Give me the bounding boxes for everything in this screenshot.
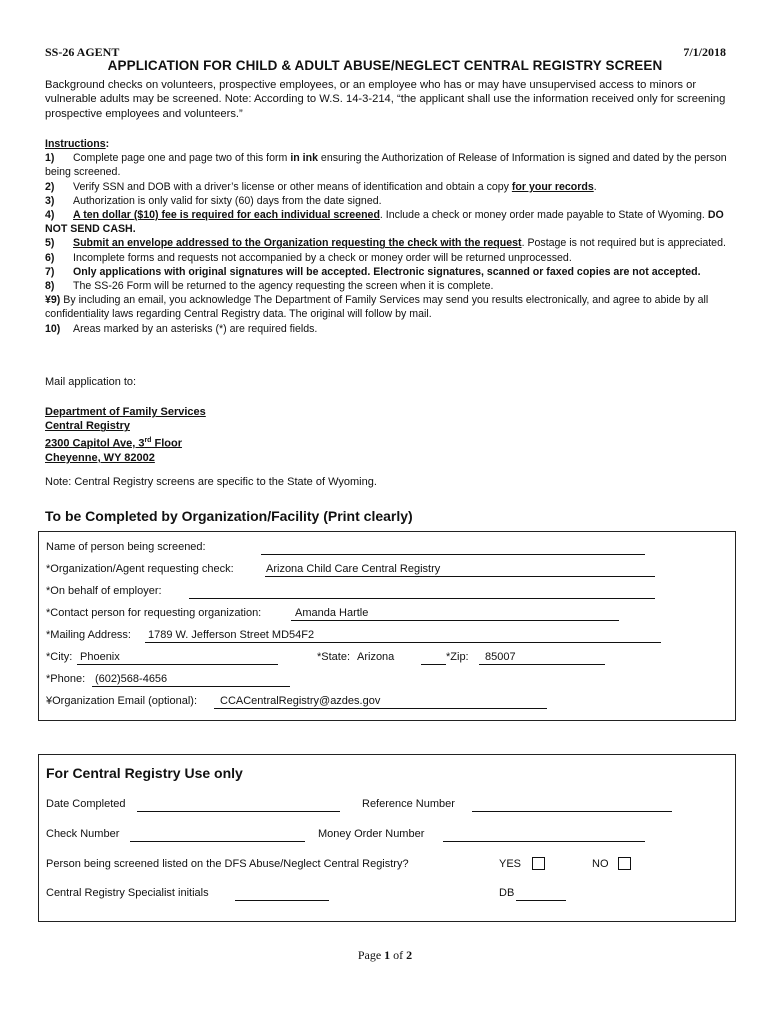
registry-listed-label: Person being screened listed on the DFS Abuse/Neglect Central Registry? [46,858,409,870]
instruction-item: 8) The SS-26 Form will be returned to the agency requesting the screen when it is complete. [45,280,494,293]
date-completed-label: Date Completed [46,798,126,810]
instructions: Instructions: 1) Complete page one and page two of this form in ink ensuring the Authorization of Release of Information is signed and dated by the person being screened. 2) Verify SSN and DOB with a driver’s license or other means of identification and obtain a copy for your records. 3) Authorization is only valid for sixty (60) days from the date signed. 4) A ten dollar ($10) fee is required for each individual screened. Include a check or money order made payable to State of Wyoming. DO NOT SEND CASH. 5) Submit an envelope addressed to the Organization requesting the check with the request. Postage is not required but is appreciated. 6) Incomplete forms and requests not accompanied by a check or money order will be returned unprocessed. 7) Only applications with original signatures will be accepted. Electronic signatures, scanned or faxed copies are not accepted. 8) The SS-26 Form will be returned to the agency requesting the screen when it is complete. ¥9) By including an email, you acknowledge The Department of Family Services may send you results electronically, and agree to abide by all confidentiality laws regarding Central Registry data. The original will follow by mail. 10) Areas marked by an asterisks (*) are required fields. [45,137,735,336]
name-label: Name of person being screened: [46,541,206,553]
registry-section-title: For Central Registry Use only [46,765,243,781]
state-note: Note: Central Registry screens are specific to the State of Wyoming. [45,476,377,488]
phone-value: (602)568-4656 [95,673,168,685]
no-checkbox[interactable] [618,857,631,870]
check-number-label: Check Number [46,828,120,840]
check-number-field[interactable] [130,841,305,842]
form-code: SS-26 AGENT [45,45,120,59]
state-value: Arizona [357,651,395,663]
instruction-item: 4) A ten dollar ($10) fee is required for each individual screened. Include a check or money order made payable to State of Wyoming. DO NOT SEND CASH. [45,209,724,236]
zip-value: 85007 [485,651,516,663]
specialist-initials-field[interactable] [235,900,329,901]
phone-label: *Phone: [46,673,86,685]
city-value: Phoenix [80,651,120,663]
behalf-field[interactable] [189,598,655,599]
contact-field[interactable] [291,620,619,621]
org-section-title: To be Completed by Organization/Facility (Print clearly) [45,508,413,524]
db-field[interactable] [516,900,566,901]
email-value: CCACentralRegistry@azdes.gov [220,695,381,707]
address-line: Central Registry [45,420,130,433]
page-number: Page 1 of 2 [357,948,413,962]
email-label: ¥Organization Email (optional): [46,695,198,707]
city-label: *City: [46,651,73,663]
money-order-label: Money Order Number [318,828,425,840]
org-section-box [38,531,736,721]
phone-field[interactable] [92,686,290,687]
email-field[interactable] [214,708,547,709]
registry-section-box [38,754,736,922]
money-order-field[interactable] [443,841,645,842]
reference-number-field[interactable] [472,811,672,812]
state-field[interactable] [421,664,446,665]
org-label: *Organization/Agent requesting check: [46,563,234,575]
instruction-item: 6) Incomplete forms and requests not accompanied by a check or money order will be returned unprocessed. [45,251,572,264]
contact-value: Amanda Hartle [295,607,369,619]
yes-checkbox[interactable] [532,857,545,870]
reference-number-label: Reference Number [362,798,455,810]
intro-paragraph: Background checks on volunteers, prospective employees, or an employee who has or may have unsupervised access to minors or vulnerable adults may be screened. Note: According to W.S. 14-3-214, “the applicant shall use the information received only for screening prospective employees and volunteers.” [45,79,726,120]
address-label: *Mailing Address: [46,629,131,641]
address-field[interactable] [145,642,661,643]
no-label: NO [592,858,609,870]
specialist-initials-label: Central Registry Specialist initials [46,887,209,899]
state-label: *State: [317,651,351,663]
date-completed-field[interactable] [137,811,340,812]
address-value: 1789 W. Jefferson Street MD54F2 [148,629,315,641]
instruction-item: 3) Authorization is only valid for sixty (60) days from the date signed. [45,194,382,207]
instruction-item: 1) Complete page one and page two of this form in ink ensuring the Authorization of Release of Information is signed and dated by the person being screened. [45,152,727,179]
address-line: 2300 Capitol Ave, 3rd Floor [45,436,183,450]
instruction-item: 2) Verify SSN and DOB with a driver’s license or other means of identification and obtain a copy for your records. [45,180,597,193]
instruction-item: 10) Areas marked by an asterisks (*) are required fields. [45,322,318,335]
page-title: APPLICATION FOR CHILD & ADULT ABUSE/NEGLECT CENTRAL REGISTRY SCREEN [107,58,663,73]
mail-label: Mail application to: [45,376,137,388]
instruction-item: ¥9) By including an email, you acknowledge The Department of Family Services may send you results electronically, and agree to abide by all confidentiality laws regarding Central Registry data. The original will follow by mail. [45,294,709,321]
org-field[interactable] [265,576,655,577]
yes-label: YES [499,858,522,870]
city-field[interactable] [77,664,278,665]
name-field[interactable] [261,554,645,555]
mailing-address [45,405,206,465]
instruction-item: 5) Submit an envelope addressed to the Organization requesting the check with the request. Postage is not required but is appreciated. [45,237,726,250]
zip-label: *Zip: [446,651,469,663]
db-label: DB [499,887,515,899]
behalf-label: *On behalf of employer: [46,585,162,597]
instructions-heading: Instructions [45,138,106,150]
contact-label: *Contact person for requesting organization: [46,607,262,619]
zip-field[interactable] [479,664,605,665]
address-line: Cheyenne, WY 82002 [45,451,155,464]
address-line: Department of Family Services [45,406,206,418]
instruction-item: 7) Only applications with original signatures will be accepted. Electronic signatures, scanned or faxed copies are not accepted. [45,265,701,278]
form-date: 7/1/2018 [683,45,726,59]
org-value: Arizona Child Care Central Registry [266,563,441,575]
